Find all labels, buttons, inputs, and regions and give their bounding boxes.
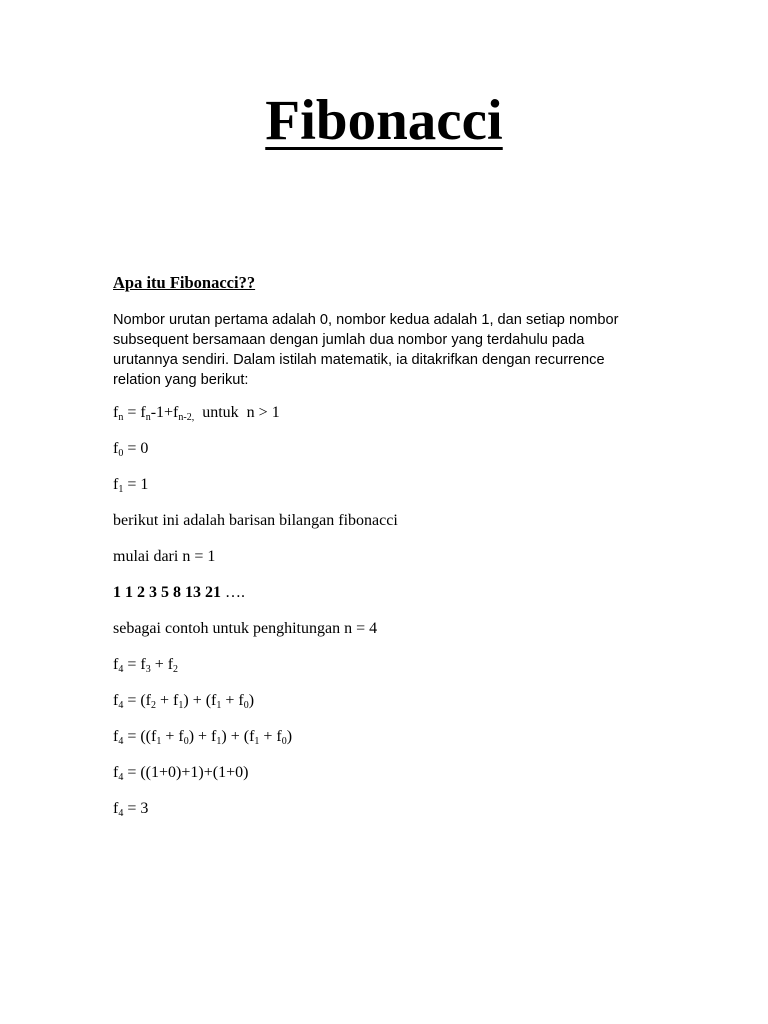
example-intro: sebagai contoh untuk penghitungan n = 4: [113, 620, 378, 637]
calc-step-1: $f_4 = f_3 + f_2$: [113, 656, 179, 675]
intro-paragraph: Nombor urutan pertama adalah 0, nombor kedua adalah 1, dan setiap nombor subsequent bersamaan dengan jumlah dua nombor yang terdahulu pada urutannya sendiri. Dalam istilah matematik, ia ditakrifkan dengan recurrence relation yang berikut:: [113, 312, 619, 388]
fibonacci-sequence: 1 1 2 3 5 8 13 21 ….: [113, 584, 245, 601]
sequence-intro: berikut ini adalah barisan bilangan fibonacci: [113, 512, 398, 529]
calc-step-3: $f_4 = ((f_1 + f_0) + f_1) + (f_1 + f_0)$: [113, 728, 293, 747]
sequence-start: mulai dari n = 1: [113, 548, 216, 565]
f1-definition: $f_1 = 1$: [113, 476, 149, 495]
f0-definition: $f_0 = 0$: [113, 440, 149, 459]
section-heading: Apa itu Fibonacci??: [113, 273, 256, 292]
calc-step-2: $f_4 = (f_2 + f_1) + (f_1 + f_0)$: [113, 692, 255, 711]
calc-result: $f_4 = 3$: [113, 800, 149, 819]
calc-step-4: $f_4 = ((1+0)+1)+(1+0)$: [113, 764, 249, 783]
document-title: Fibonacci: [265, 89, 503, 152]
recurrence-formula: $f_n = f_n-1+f_{n-2,}$ untuk n > 1: [113, 404, 280, 423]
